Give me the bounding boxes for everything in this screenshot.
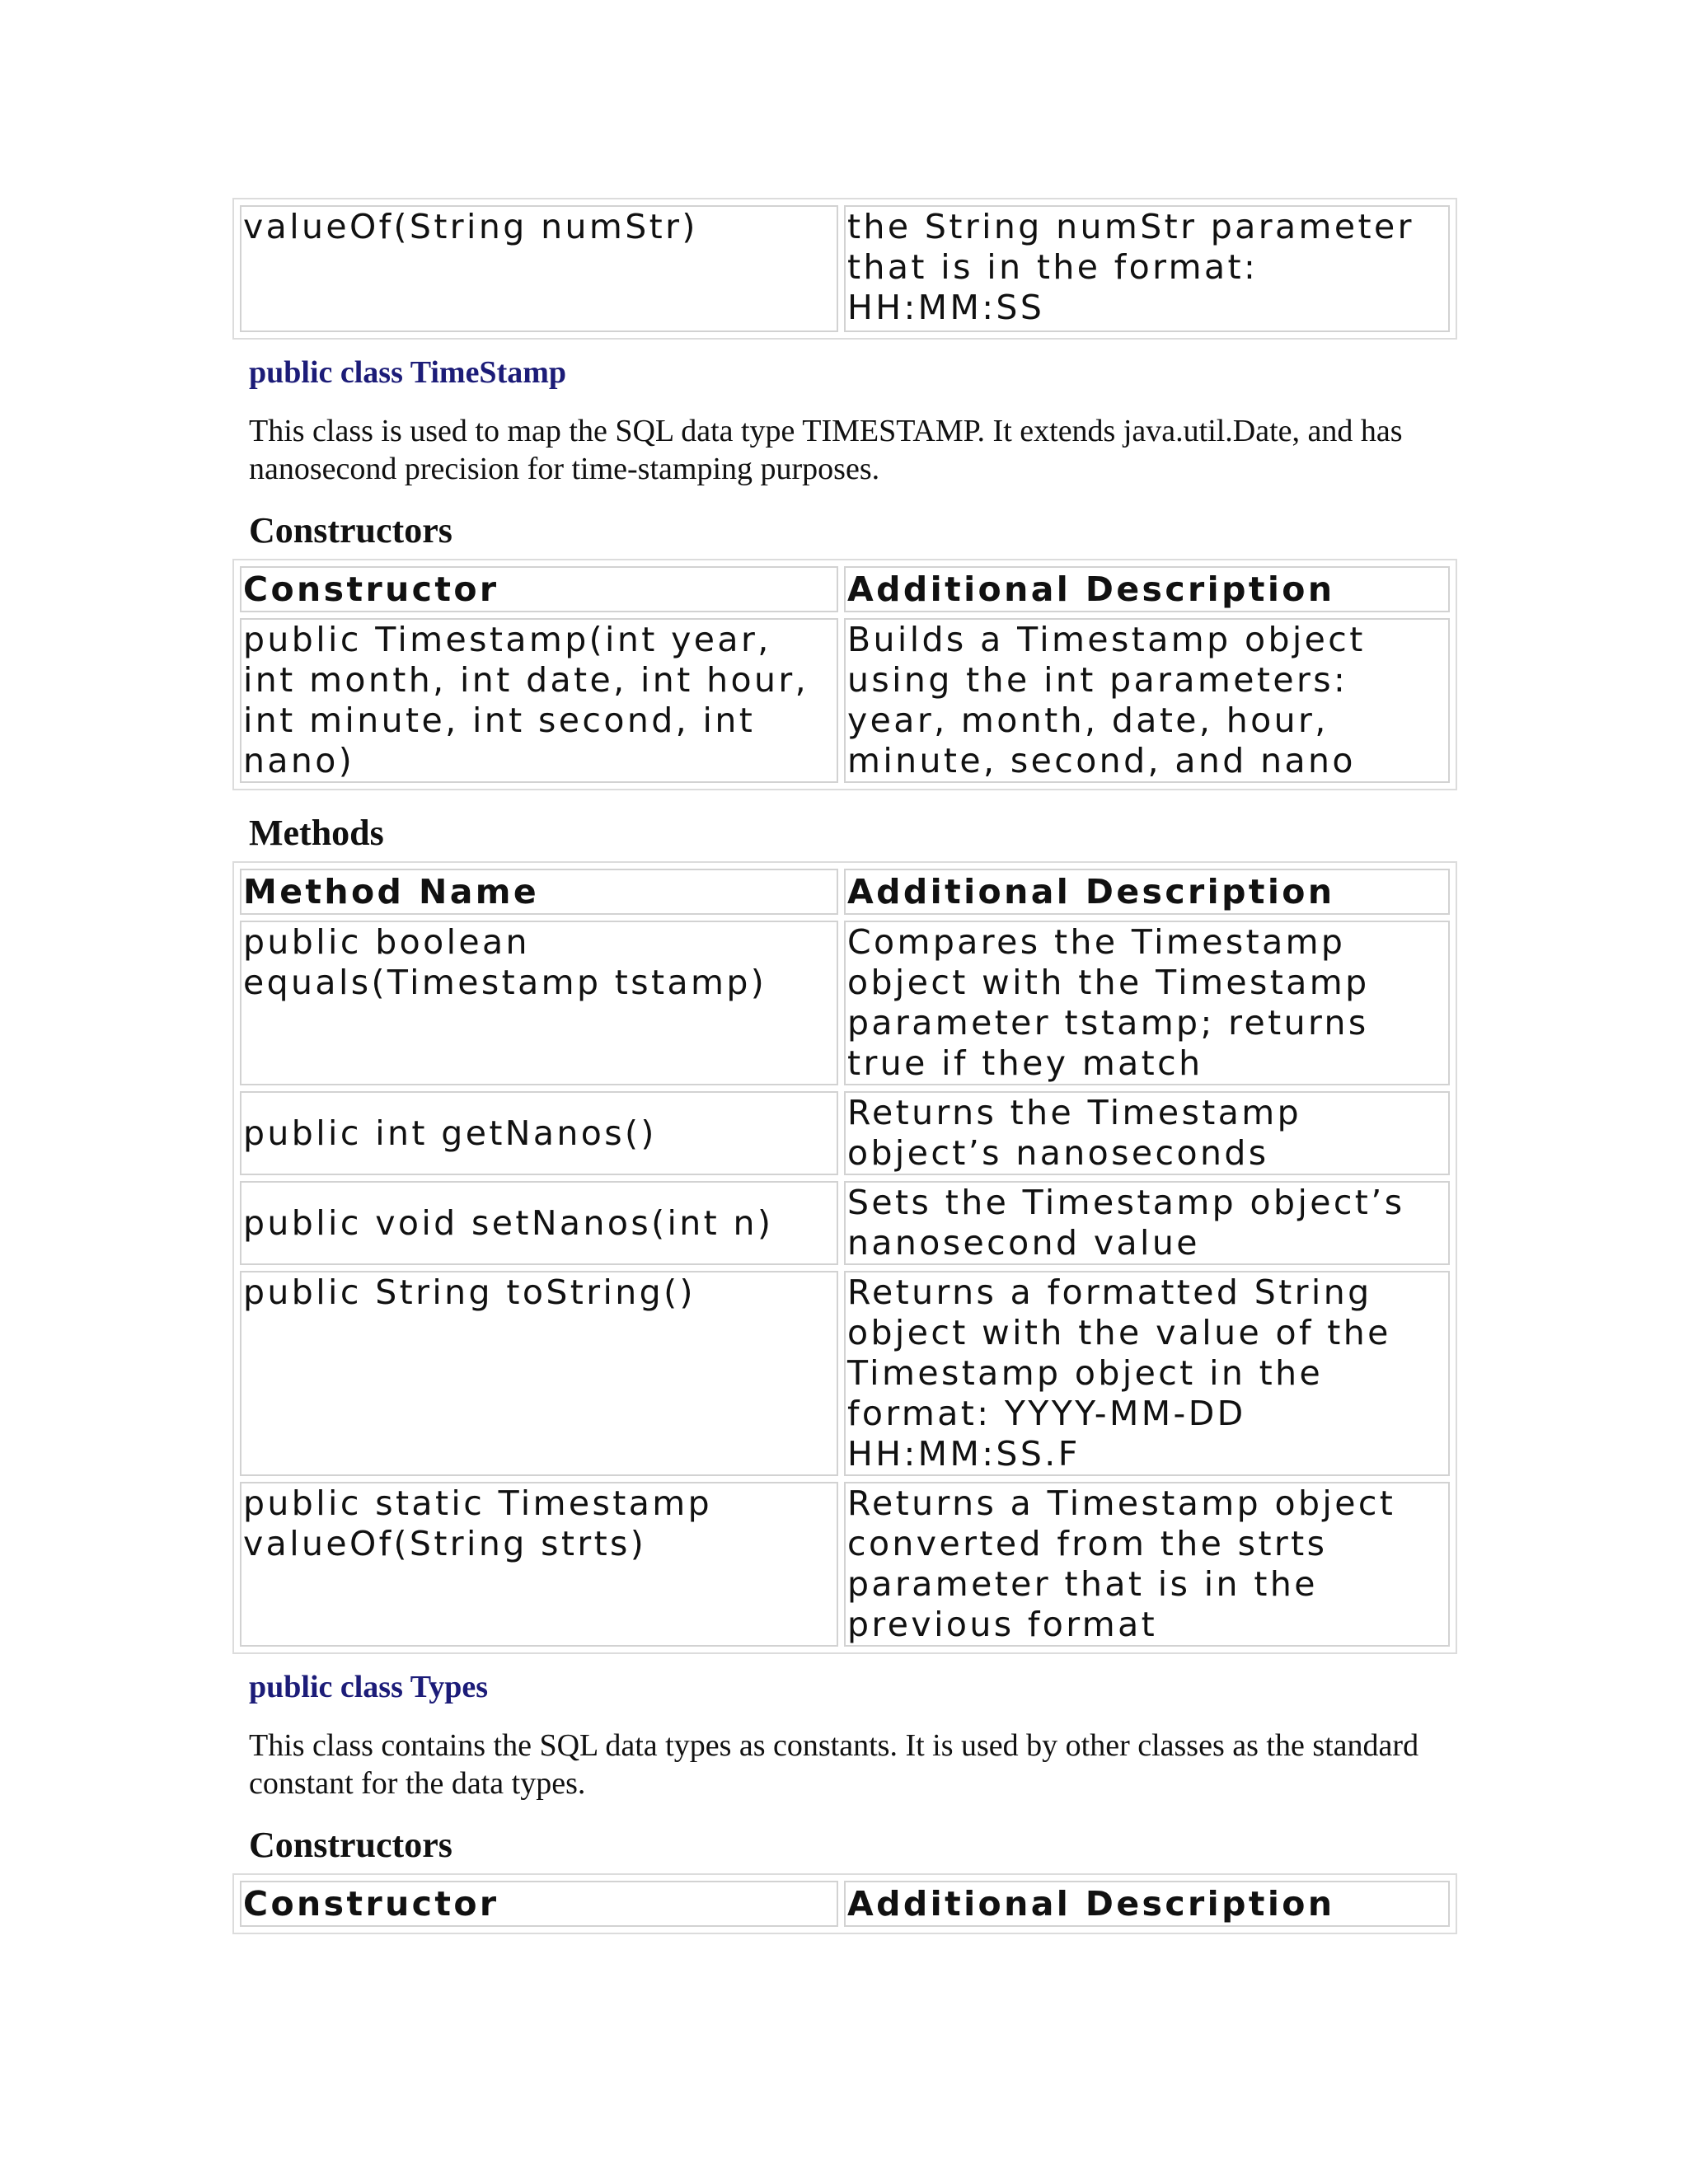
table-row xyxy=(240,1091,1450,1175)
method-name-cell: public void setNanos(int n) xyxy=(240,1181,838,1265)
table-header-row xyxy=(240,566,1450,612)
column-header-constructor: Constructor xyxy=(240,1881,838,1927)
constructors-table-timestamp xyxy=(232,559,1457,790)
column-header-description: Additional Description xyxy=(844,566,1450,612)
constructors-table-types xyxy=(232,1873,1457,1934)
table-row xyxy=(240,1181,1450,1265)
class-description-timestamp: This class is used to map the SQL data type TIMESTAMP. It extends java.util.Date, and has nanosecond precision for time-stamping purposes. xyxy=(249,414,1403,486)
constructors-heading: Constructors xyxy=(249,1825,452,1865)
table-row xyxy=(240,1482,1450,1647)
method-name-cell: public int getNanos() xyxy=(240,1091,838,1175)
table-header-row xyxy=(240,869,1450,915)
method-name-cell: public String toString() xyxy=(240,1271,838,1476)
table-row xyxy=(240,618,1450,783)
methods-heading: Methods xyxy=(249,813,384,853)
method-description-cell: the String numStr parameter that is in the format: HH:MM:SS xyxy=(844,205,1450,332)
constructors-heading: Constructors xyxy=(249,510,452,551)
method-name-cell: public static Timestamp valueOf(String strts) xyxy=(240,1482,838,1647)
column-header-constructor: Constructor xyxy=(240,566,838,612)
column-header-method-name: Method Name xyxy=(240,869,838,915)
table-row xyxy=(240,205,1450,332)
column-header-description: Additional Description xyxy=(844,869,1450,915)
method-description-cell: Sets the Timestamp object’s nanosecond value xyxy=(844,1181,1450,1265)
table-row xyxy=(240,1271,1450,1476)
methods-table-timestamp xyxy=(232,861,1457,1654)
table-row xyxy=(240,921,1450,1085)
class-title-types: public class Types xyxy=(249,1670,489,1704)
constructor-description-cell: Builds a Timestamp object using the int parameters: year, month, date, hour, minute, second, and nano xyxy=(844,618,1450,783)
method-description-cell: Compares the Timestamp object with the Timestamp parameter tstamp; returns true if they match xyxy=(844,921,1450,1085)
method-name-cell: public boolean equals(Timestamp tstamp) xyxy=(240,921,838,1085)
document-page xyxy=(232,198,1457,1934)
methods-table-continued xyxy=(232,198,1457,340)
class-description-types: This class contains the SQL data types as constants. It is used by other classes as the standard constant for the data types. xyxy=(249,1728,1419,1801)
constructor-name-cell: public Timestamp(int year, int month, int date, int hour, int minute, int second, int nano) xyxy=(240,618,838,783)
table-header-row xyxy=(240,1881,1450,1927)
method-description-cell: Returns a Timestamp object converted from the strts parameter that is in the previous format xyxy=(844,1482,1450,1647)
method-description-cell: Returns the Timestamp object’s nanoseconds xyxy=(844,1091,1450,1175)
method-name-cell: valueOf(String numStr) xyxy=(240,205,838,332)
class-title-timestamp: public class TimeStamp xyxy=(249,355,567,390)
method-description-cell: Returns a formatted String object with the value of the Timestamp object in the format: YYYY-MM-DD HH:MM:SS.F xyxy=(844,1271,1450,1476)
column-header-description: Additional Description xyxy=(844,1881,1450,1927)
